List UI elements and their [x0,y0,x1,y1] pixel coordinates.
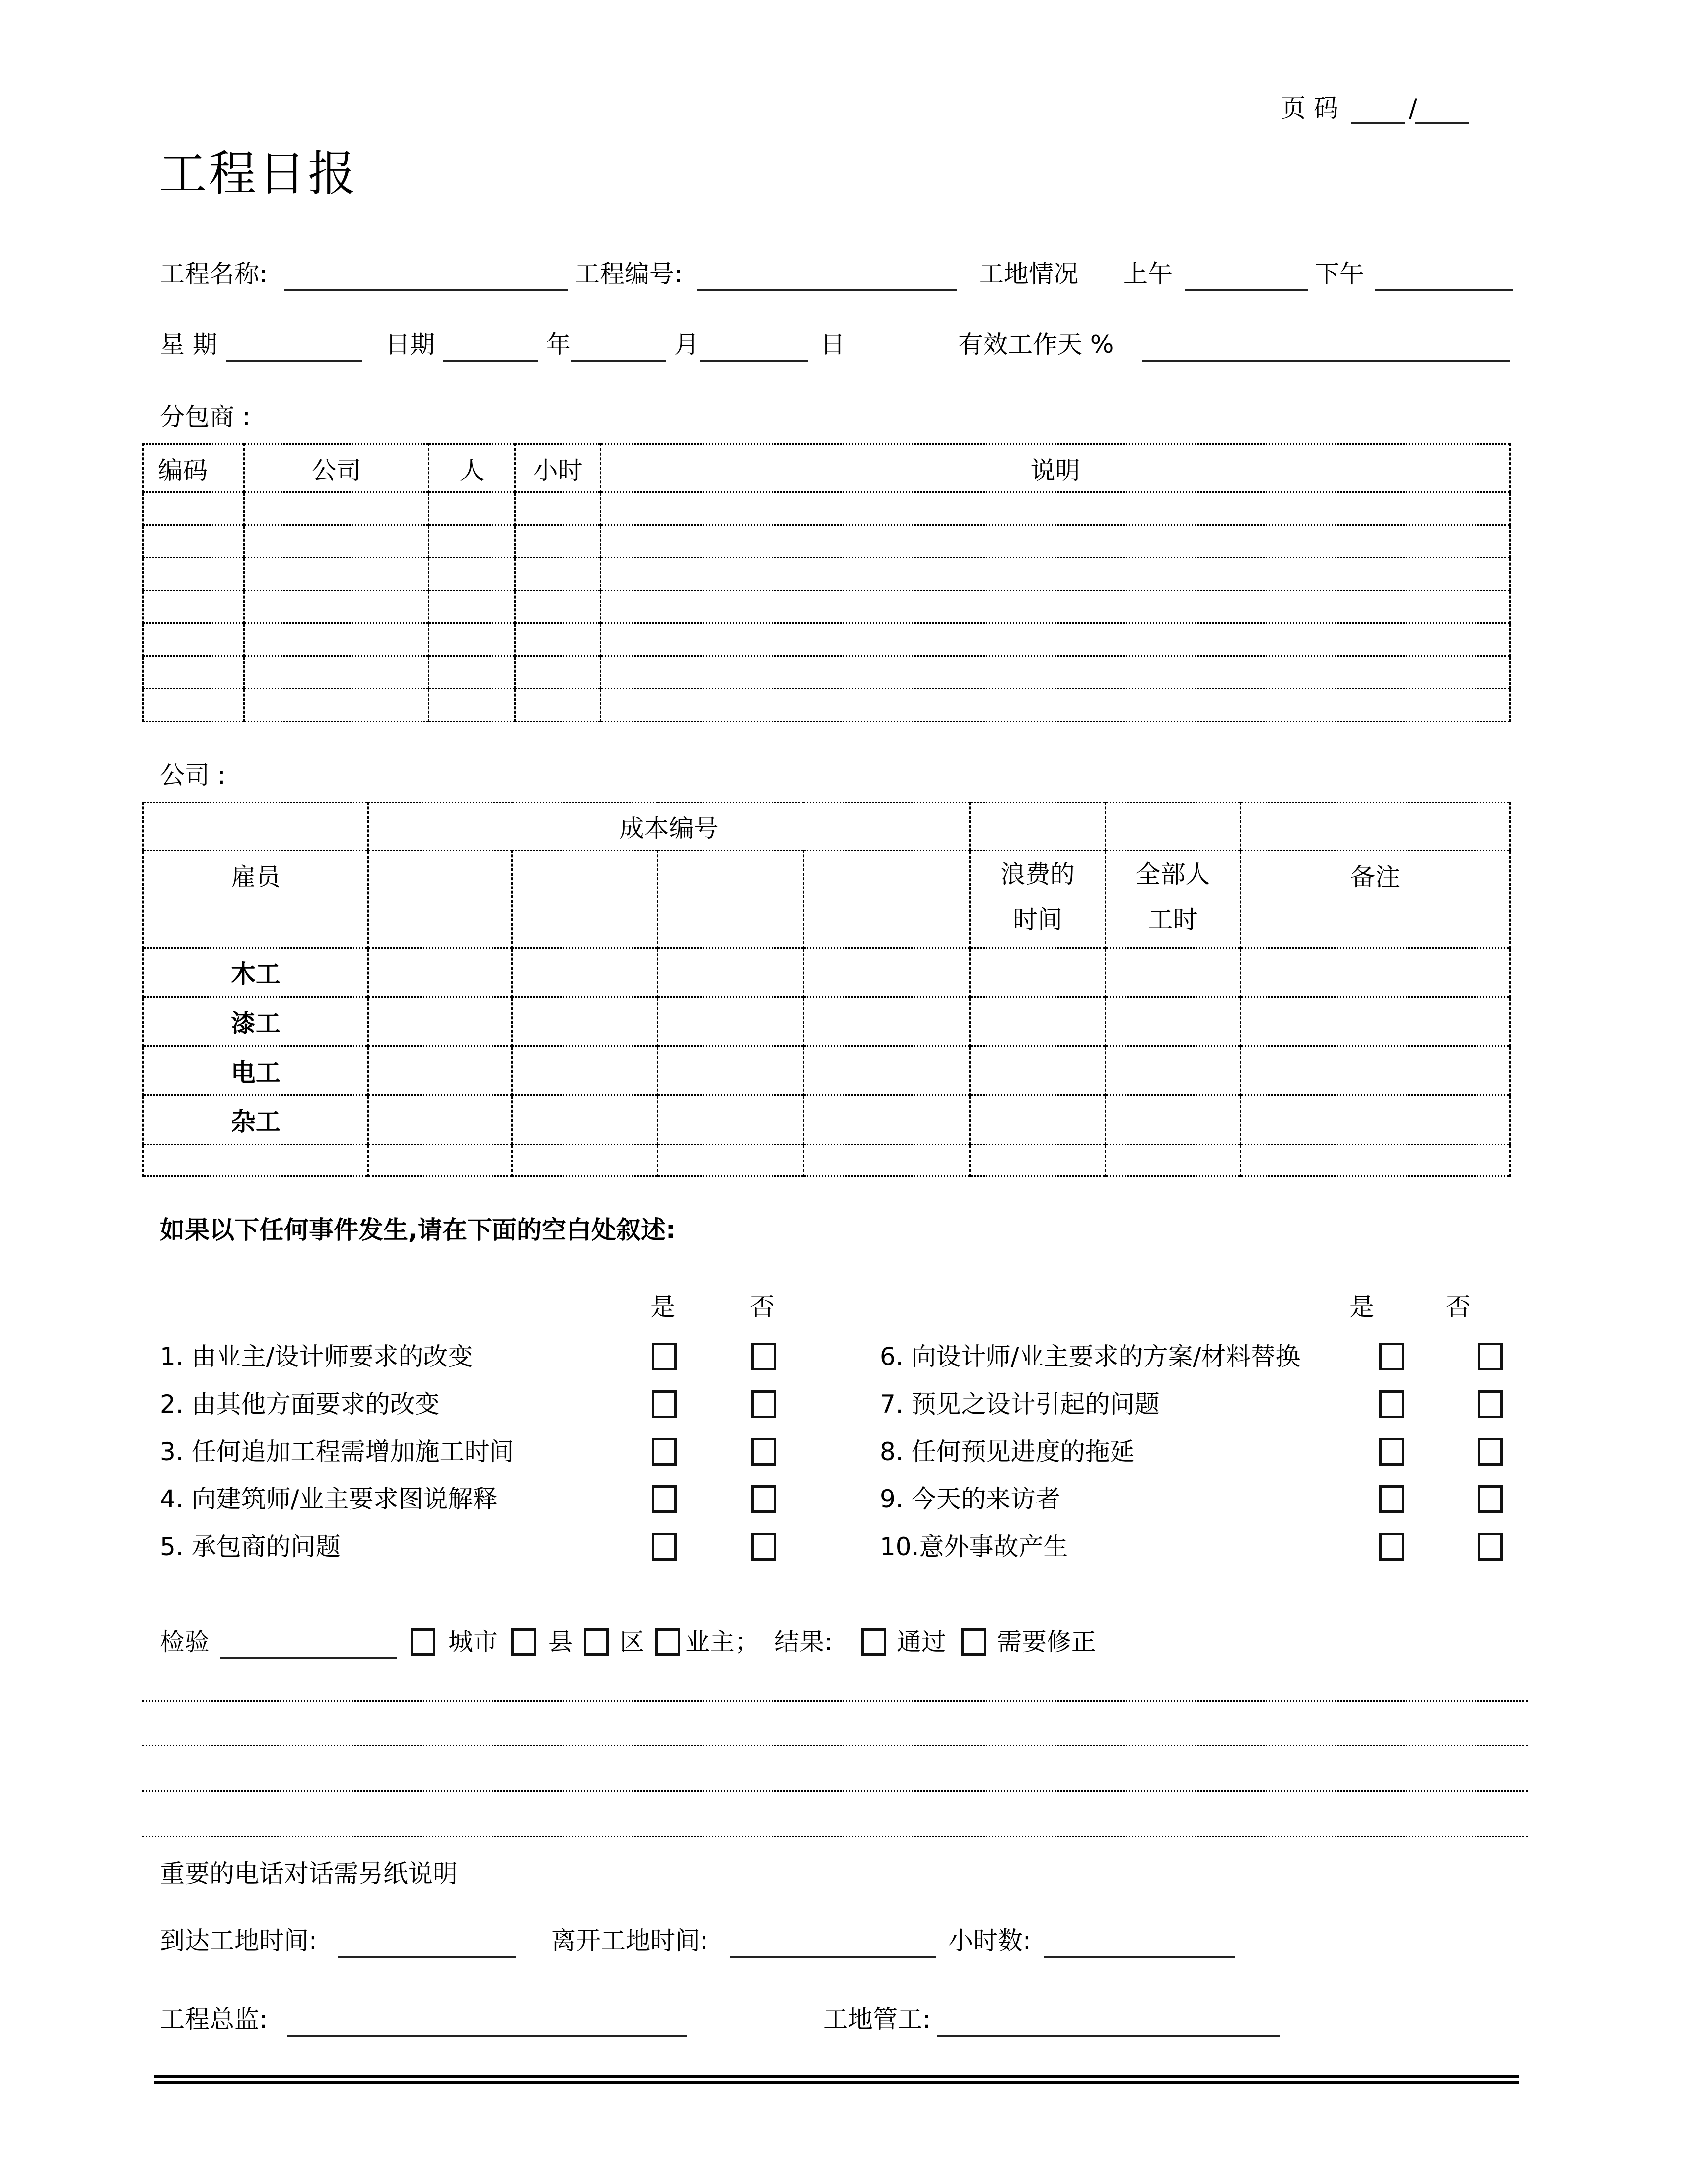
cell[interactable] [1106,1145,1241,1176]
hours-field[interactable] [1044,1956,1235,1958]
page-title: 工程日报 [159,146,357,202]
no-header-right: 否 [1446,1293,1471,1321]
event-9-no-checkbox[interactable] [1478,1485,1503,1513]
subcontractor-label: 分包商 : [160,403,251,431]
table-row [143,1095,1510,1145]
cell[interactable] [244,558,429,591]
yes-header-left: 是 [650,1293,675,1321]
event-item-6: 6. 向设计师/业主要求的方案/材料替换 [880,1342,1301,1371]
cell [970,803,1106,851]
cell [143,803,368,851]
cell[interactable] [515,492,601,525]
total-hours-line-2: 工时 [1148,905,1198,934]
cell[interactable] [1106,997,1241,1046]
result-pass-checkbox[interactable] [861,1628,886,1656]
hours-label: 小时数: [948,1926,1031,1955]
cell[interactable] [970,997,1106,1046]
event-5-no-checkbox[interactable] [751,1533,776,1561]
cell[interactable] [512,1046,658,1095]
event-7-yes-checkbox[interactable] [1379,1390,1404,1418]
cell[interactable] [244,492,429,525]
cell[interactable] [601,623,1510,656]
cell[interactable] [368,1095,512,1145]
cost-code-cell[interactable] [804,851,970,948]
cell[interactable] [970,1046,1106,1095]
footer-rule-top [154,2075,1519,2078]
event-item-4: 4. 向建筑师/业主要求图说解释 [160,1485,498,1513]
wasted-time-line-1: 浪费的 [1000,860,1075,888]
trade-label: 木工 [143,948,368,997]
cell[interactable] [804,997,970,1046]
month-field[interactable] [571,360,666,362]
cell [1241,803,1510,851]
cell[interactable] [512,1145,658,1176]
phone-note: 重要的电话对话需另纸说明 [160,1859,458,1888]
table-row [143,689,1510,722]
cell[interactable] [512,948,658,997]
cell[interactable] [143,525,244,558]
cell[interactable] [804,1046,970,1095]
event-8-yes-checkbox[interactable] [1379,1438,1404,1466]
event-5-yes-checkbox[interactable] [652,1533,677,1561]
table-row [143,656,1510,689]
arrival-time-field[interactable] [338,1956,516,1958]
date-label: 日期 [385,330,435,359]
cell[interactable] [143,689,244,722]
year-field[interactable] [443,360,538,362]
cell[interactable] [1241,948,1510,997]
site-condition-label: 工地情况 [979,260,1078,288]
cell[interactable] [244,689,429,722]
cell[interactable] [429,492,515,525]
no-header-left: 否 [750,1293,774,1321]
cell[interactable] [601,689,1510,722]
page-separator: / [1409,94,1417,123]
cell[interactable] [1241,1145,1510,1176]
table-row [143,997,1510,1046]
event-item-9: 9. 今天的来访者 [880,1485,1060,1513]
cell[interactable] [1106,1046,1241,1095]
col-header-description: 说明 [601,444,1510,492]
event-item-10: 10.意外事故产生 [880,1532,1068,1561]
inspection-county-checkbox[interactable] [511,1628,536,1656]
cell[interactable] [601,656,1510,689]
event-1-no-checkbox[interactable] [751,1343,776,1370]
event-3-no-checkbox[interactable] [751,1438,776,1466]
cell[interactable] [658,1145,804,1176]
table-row [143,1145,1510,1176]
trade-label: 电工 [143,1046,368,1095]
morning-field[interactable] [1185,289,1308,291]
result-revise-checkbox[interactable] [961,1628,986,1656]
cell[interactable] [601,525,1510,558]
event-8-no-checkbox[interactable] [1478,1438,1503,1466]
page-code-label: 页 码 [1281,94,1338,123]
supervisor-label: 工程总监: [160,2005,268,2034]
result-label: 结果: [774,1628,833,1656]
cell[interactable] [601,492,1510,525]
effective-workday-field[interactable] [1142,360,1510,362]
project-number-label: 工程编号: [575,260,683,288]
company-header-row-1 [143,803,1510,851]
month-label: 月 [674,330,699,359]
note-line-2[interactable] [142,1745,1528,1746]
trade-label: 漆工 [143,997,368,1046]
result-pass-label: 通过 [897,1628,946,1656]
morning-label: 上午 [1123,260,1173,288]
company-header-row-2 [143,851,1510,948]
inspection-field[interactable] [220,1657,397,1659]
cell[interactable] [368,948,512,997]
inspection-district-label: 区 [620,1628,644,1656]
day-field[interactable] [700,360,808,362]
cell[interactable] [244,656,429,689]
trade-label: 杂工 [143,1095,368,1145]
project-name-label: 工程名称: [160,260,268,288]
events-heading: 如果以下任何事件发生,请在下面的空白处叙述: [160,1216,676,1244]
cell[interactable] [970,1095,1106,1145]
wasted-time-line-2: 时间 [1013,905,1062,934]
table-row [143,558,1510,591]
cell[interactable] [1106,1095,1241,1145]
cell[interactable] [515,656,601,689]
col-header-hours: 小时 [515,444,601,492]
cell[interactable] [429,591,515,623]
total-hours-line-1: 全部人 [1135,860,1210,888]
subcontractor-header-row [143,444,1510,492]
col-header-company: 公司 [244,444,429,492]
cell[interactable] [658,997,804,1046]
cost-code-cell[interactable] [658,851,804,948]
event-6-yes-checkbox[interactable] [1379,1343,1404,1370]
page-current-field[interactable] [1351,122,1405,124]
event-7-no-checkbox[interactable] [1478,1390,1503,1418]
departure-time-label: 离开工地时间: [551,1926,708,1955]
cell[interactable] [143,656,244,689]
inspection-county-label: 县 [548,1628,573,1656]
cell[interactable] [804,1145,970,1176]
footer-rule-bottom [154,2081,1519,2084]
inspection-city-label: 城市 [448,1628,498,1656]
table-row [143,1046,1510,1095]
event-10-no-checkbox[interactable] [1478,1533,1503,1561]
cell[interactable] [429,558,515,591]
table-row [143,623,1510,656]
inspection-city-checkbox[interactable] [411,1628,435,1656]
cell[interactable] [1106,948,1241,997]
departure-time-field[interactable] [730,1956,936,1958]
event-item-2: 2. 由其他方面要求的改变 [160,1390,440,1419]
note-line-4[interactable] [142,1836,1528,1837]
event-6-no-checkbox[interactable] [1478,1343,1503,1370]
afternoon-field[interactable] [1375,289,1513,291]
cell[interactable] [368,1145,512,1176]
cell[interactable] [601,591,1510,623]
note-line-1[interactable] [142,1700,1528,1702]
col-header-code: 编码 [143,444,244,492]
col-header-people: 人 [429,444,515,492]
cell[interactable] [368,1046,512,1095]
cell[interactable] [244,591,429,623]
company-label: 公司 : [160,761,226,790]
cell[interactable] [601,558,1510,591]
event-item-7: 7. 预见之设计引起的问题 [880,1390,1160,1419]
event-3-yes-checkbox[interactable] [652,1438,677,1466]
inspection-owner-checkbox[interactable] [655,1628,680,1656]
event-2-yes-checkbox[interactable] [652,1390,677,1418]
cell[interactable] [512,1095,658,1145]
event-9-yes-checkbox[interactable] [1379,1485,1404,1513]
cell[interactable] [143,558,244,591]
cell [1106,803,1241,851]
cell[interactable] [970,948,1106,997]
cell[interactable] [429,623,515,656]
cell[interactable] [244,525,429,558]
inspection-district-checkbox[interactable] [584,1628,609,1656]
cell[interactable] [429,689,515,722]
cost-code-header: 成本编号 [368,803,970,851]
event-4-no-checkbox[interactable] [751,1485,776,1513]
cell[interactable] [429,656,515,689]
wasted-time-header [970,851,1106,948]
cell[interactable] [143,623,244,656]
event-2-no-checkbox[interactable] [751,1390,776,1418]
cost-code-cell[interactable] [512,851,658,948]
company-table [142,802,1511,1177]
cell[interactable] [429,525,515,558]
subcontractor-table [142,443,1511,722]
table-row [143,492,1510,525]
cell[interactable] [658,1046,804,1095]
project-name-field[interactable] [284,289,568,291]
cell[interactable] [143,492,244,525]
afternoon-label: 下午 [1315,260,1364,288]
inspection-owner-label: 业主； [685,1628,760,1656]
cell[interactable] [1241,997,1510,1046]
cell[interactable] [512,997,658,1046]
cell[interactable] [1241,1046,1510,1095]
site-manager-signature-field[interactable] [937,2035,1280,2037]
cell[interactable] [515,623,601,656]
site-manager-label: 工地管工: [823,2005,931,2034]
effective-workday-label: 有效工作天 % [958,330,1114,359]
year-label: 年 [546,330,571,359]
cell[interactable] [143,591,244,623]
weekday-field[interactable] [226,360,362,362]
event-item-1: 1. 由业主/设计师要求的改变 [160,1342,473,1371]
inspection-label: 检验 [160,1628,210,1656]
cell[interactable] [368,997,512,1046]
table-row [143,525,1510,558]
result-revise-label: 需要修正 [997,1628,1096,1656]
event-4-yes-checkbox[interactable] [652,1485,677,1513]
supervisor-signature-field[interactable] [287,2035,687,2037]
event-item-8: 8. 任何预见进度的拖延 [880,1437,1135,1466]
cell[interactable] [515,591,601,623]
cell[interactable] [804,948,970,997]
cell[interactable] [658,1095,804,1145]
cell[interactable] [804,1095,970,1145]
cell[interactable] [244,623,429,656]
page-total-field[interactable] [1415,122,1469,124]
page-code [1281,93,1338,123]
table-row [143,591,1510,623]
event-1-yes-checkbox[interactable] [652,1343,677,1370]
table-row [143,948,1510,997]
cost-code-cell[interactable] [368,851,512,948]
cell[interactable] [970,1145,1106,1176]
event-10-yes-checkbox[interactable] [1379,1533,1404,1561]
cell[interactable] [1241,1095,1510,1145]
employee-header: 雇员 [143,851,368,948]
cell[interactable] [515,689,601,722]
event-item-5: 5. 承包商的问题 [160,1532,341,1561]
cell[interactable] [515,525,601,558]
note-line-3[interactable] [142,1790,1528,1792]
weekday-label: 星 期 [160,330,217,359]
arrival-time-label: 到达工地时间: [160,1926,317,1955]
cell[interactable] [658,948,804,997]
trade-label [143,1145,368,1176]
cell[interactable] [515,558,601,591]
total-hours-header [1106,851,1241,948]
yes-header-right: 是 [1349,1293,1374,1321]
event-item-3: 3. 任何追加工程需增加施工时间 [160,1437,514,1466]
day-label: 日 [820,330,845,359]
remarks-header: 备注 [1241,851,1510,948]
project-number-field[interactable] [697,289,957,291]
